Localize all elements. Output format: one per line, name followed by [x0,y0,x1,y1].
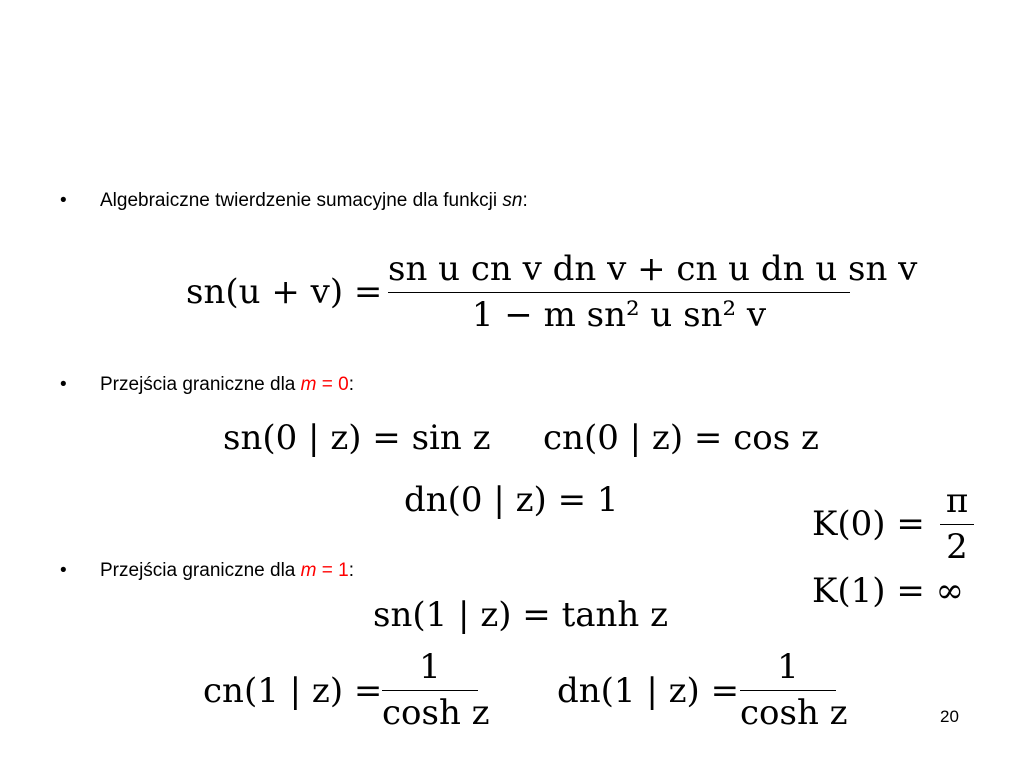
K0-denominator: 2 [946,527,968,567]
addition-numerator: sn u cn v dn v + cn u dn u sn v [388,249,918,289]
colon: : [348,560,354,581]
formula-dn0: dn(0 | z) = 1 [404,480,619,520]
fraction-bar [388,292,850,293]
page-number: 20 [940,707,959,726]
bullet-label: Algebraiczne twierdzenie sumacyjne dla funkcji [100,190,503,211]
equals-sign: = [316,560,339,581]
formula-dn1-lhs: dn(1 | z) = [557,671,740,711]
parameter-m: m [300,560,317,581]
formula-cn1-fraction [382,647,490,733]
bullet-marker: • [60,190,67,211]
colon: : [522,190,528,211]
bullet-text-limit-m0 [100,374,354,396]
function-name: sn [502,190,523,211]
parameter-value: 1 [338,560,349,581]
cn1-denominator: cosh z [382,693,490,733]
parameter-m: m [300,374,317,395]
colon: : [348,374,354,395]
formula-K1: K(1) = ∞ [812,571,964,611]
cn1-numerator: 1 [419,647,441,687]
formula-sn0: sn(0 | z) = sin z [223,418,491,458]
dn1-denominator: cosh z [740,693,848,733]
bullet-text-addition-theorem [100,190,528,212]
formula-cn0: cn(0 | z) = cos z [543,418,819,458]
fraction-bar [940,524,974,525]
K0-numerator: π [945,481,969,521]
addition-formula-lhs: sn(u + v) = [186,272,383,312]
equals-sign: = [316,374,339,395]
parameter-condition [301,560,349,581]
bullet-label: Przejścia graniczne dla [100,374,301,395]
addition-denominator: 1 − m sn² u sn² v [471,295,767,335]
bullet-marker: • [60,374,67,395]
parameter-condition [301,374,349,395]
formula-cn1-lhs: cn(1 | z) = [203,671,383,711]
bullet-label: Przejścia graniczne dla [100,560,301,581]
addition-formula-fraction [388,249,918,335]
formula-dn1-fraction [740,647,848,733]
fraction-bar [382,690,478,691]
fraction-bar [740,690,836,691]
bullet-text-limit-m1 [100,560,354,582]
formula-K0-lhs: K(0) = [812,504,925,544]
formula-K0-fraction [940,481,974,567]
parameter-value: 0 [338,374,349,395]
dn1-numerator: 1 [777,647,799,687]
formula-sn1: sn(1 | z) = tanh z [373,595,669,635]
bullet-marker: • [60,560,67,581]
